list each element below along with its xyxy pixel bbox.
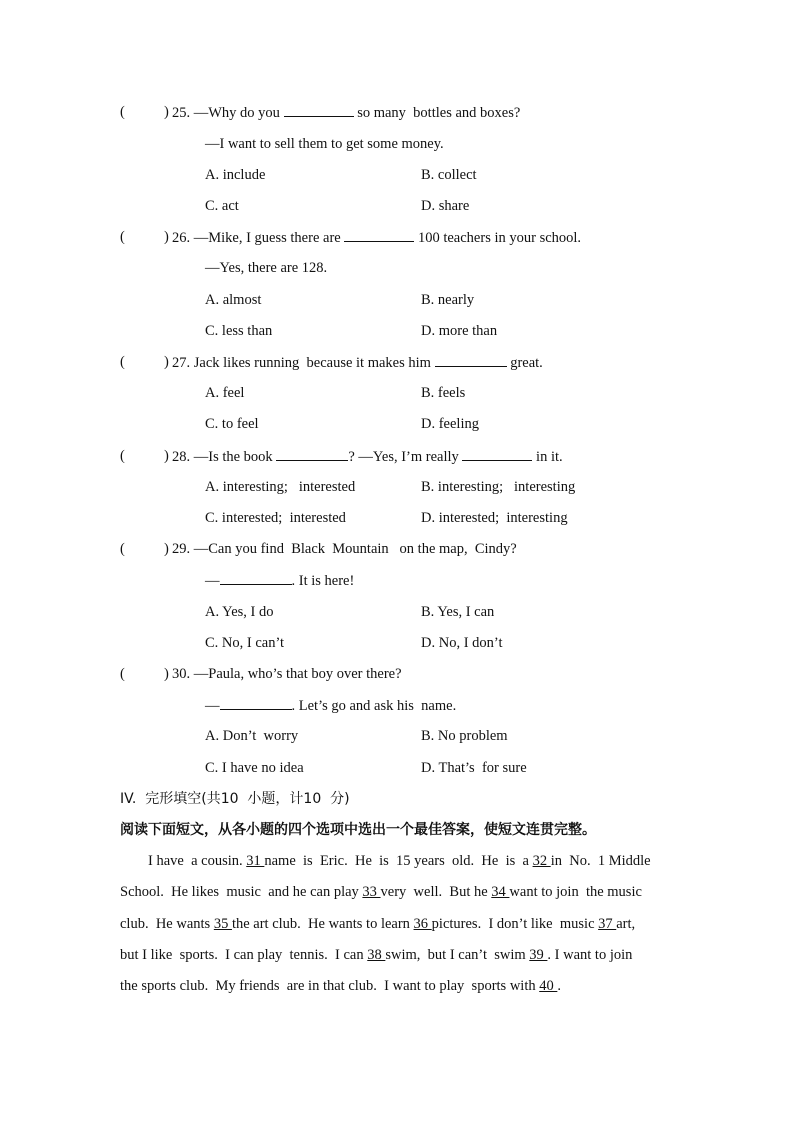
cloze-blank-38: 38	[367, 947, 386, 963]
answer-blank	[220, 695, 292, 710]
question-dialogue-line: —I want to sell them to get some money.	[205, 136, 444, 152]
option-a: A. interesting; interested	[205, 479, 356, 495]
passage-line: but I like sports. I can play tennis. I can 38 swim, but I can’t swim 39 . I want to join	[120, 947, 633, 963]
question-stem: 26. —Mike, I guess there are 100 teachers in your school.	[172, 227, 581, 248]
passage-line: School. He likes music and he can play 33 very well. But he 34 want to join the music	[120, 884, 642, 900]
passage-line: the sports club. My friends are in that club. I want to play sports with 40 .	[120, 978, 561, 994]
question-number: 29.	[172, 541, 191, 557]
question-stem: 25. —Why do you so many bottles and boxes?	[172, 102, 520, 123]
cloze-blank-37: 37	[598, 916, 617, 932]
option-a: A. almost	[205, 292, 262, 308]
cloze-blank-40: 40	[539, 978, 558, 994]
question-number: 26.	[172, 230, 191, 246]
answer-paren-close: )	[164, 104, 169, 120]
option-d: D. more than	[421, 323, 498, 339]
cloze-blank-34: 34	[491, 884, 510, 900]
option-b: B. interesting; interesting	[421, 479, 576, 495]
option-a: A. Yes, I do	[205, 604, 274, 620]
answer-paren-open: (	[120, 448, 125, 464]
option-c: C. to feel	[205, 416, 259, 432]
answer-paren-close: )	[164, 666, 169, 682]
question-stem: 29. —Can you find Black Mountain on the map, Cindy?	[172, 541, 517, 557]
cloze-blank-36: 36	[413, 916, 432, 932]
answer-paren-open: (	[120, 354, 125, 370]
option-b: B. nearly	[421, 292, 475, 308]
option-b: B. feels	[421, 385, 466, 401]
cloze-blank-32: 32	[532, 853, 551, 869]
answer-paren-open: (	[120, 666, 125, 682]
option-c: C. interested; interested	[205, 510, 346, 526]
answer-blank	[220, 570, 292, 585]
option-b: B. No problem	[421, 728, 508, 744]
answer-paren-open: (	[120, 229, 125, 245]
question-stem: 30. —Paula, who’s that boy over there?	[172, 666, 402, 682]
option-c: C. I have no idea	[205, 760, 304, 776]
option-d: D. interested; interesting	[421, 510, 568, 526]
question-number: 27.	[172, 355, 191, 371]
section-heading: IV. 完形填空(共10 小题，计10 分)	[120, 791, 350, 807]
question-stem: 27. Jack likes running because it makes him great.	[172, 352, 543, 373]
question-number: 28.	[172, 449, 191, 465]
answer-blank	[276, 446, 348, 461]
section-instruction: 阅读下面短文，从各小题的四个选项中选出一个最佳答案，使短文连贯完整。	[120, 822, 596, 838]
option-b: B. collect	[421, 167, 477, 183]
question-number: 30.	[172, 666, 191, 682]
question-number: 25.	[172, 105, 191, 121]
option-d: D. share	[421, 198, 470, 214]
question-dialogue-line: — . It is here!	[205, 570, 354, 591]
answer-paren-open: (	[120, 104, 125, 120]
answer-paren-close: )	[164, 229, 169, 245]
passage-line: club. He wants 35 the art club. He wants to learn 36 pictures. I don’t like music 37 art,	[120, 916, 636, 932]
answer-blank	[344, 227, 414, 242]
option-d: D. feeling	[421, 416, 479, 432]
option-a: A. feel	[205, 385, 245, 401]
answer-blank	[284, 102, 354, 117]
answer-paren-close: )	[164, 448, 169, 464]
cloze-blank-39: 39	[529, 947, 548, 963]
answer-blank	[462, 446, 532, 461]
cloze-blank-33: 33	[362, 884, 381, 900]
answer-paren-open: (	[120, 541, 125, 557]
question-dialogue-line: —Yes, there are 128.	[205, 260, 328, 276]
option-b: B. Yes, I can	[421, 604, 495, 620]
option-c: C. act	[205, 198, 239, 214]
answer-blank	[435, 352, 507, 367]
passage-line: I have a cousin. 31 name is Eric. He is 15 years old. He is a 32 in No. 1 Middle	[148, 853, 651, 869]
cloze-blank-35: 35	[213, 916, 232, 932]
option-c: C. No, I can’t	[205, 635, 285, 651]
option-a: A. include	[205, 167, 266, 183]
question-dialogue-line: — . Let’s go and ask his name.	[205, 695, 456, 716]
question-stem: 28. —Is the book ? —Yes, I’m really in it.	[172, 446, 563, 467]
option-d: D. That’s for sure	[421, 760, 527, 776]
answer-paren-close: )	[164, 354, 169, 370]
answer-paren-close: )	[164, 541, 169, 557]
option-d: D. No, I don’t	[421, 635, 503, 651]
cloze-blank-31: 31	[246, 853, 265, 869]
option-c: C. less than	[205, 323, 273, 339]
option-a: A. Don’t worry	[205, 728, 299, 744]
